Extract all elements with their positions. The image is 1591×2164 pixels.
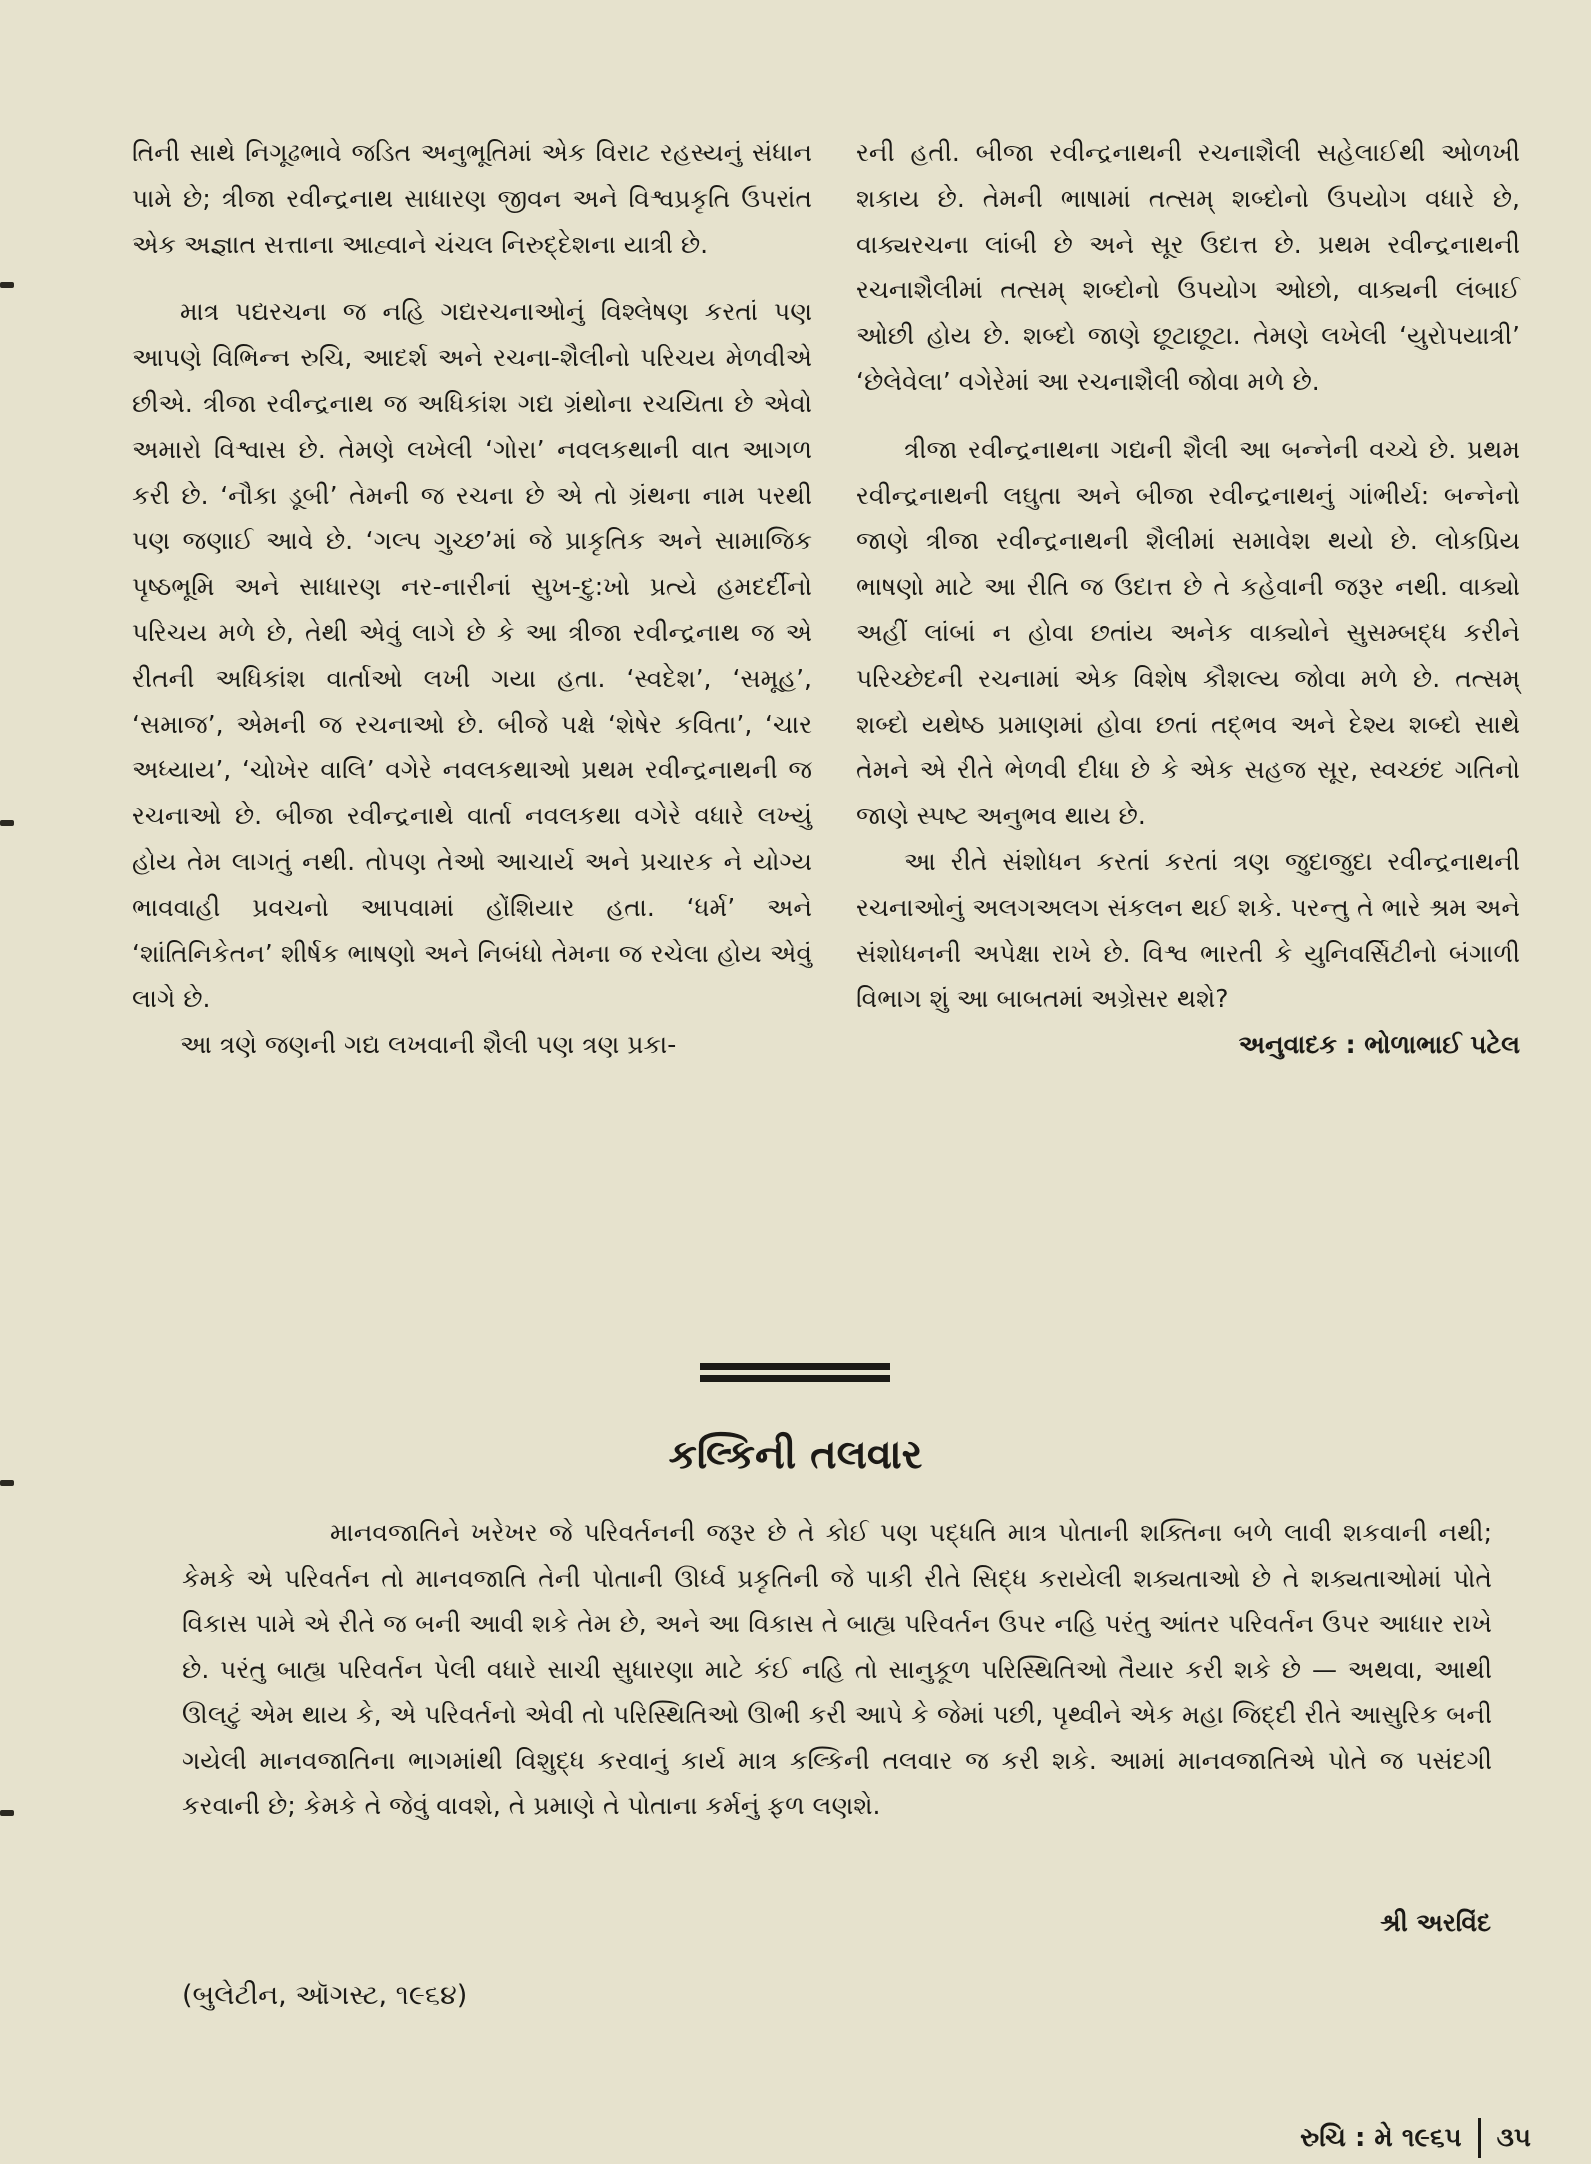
- page-footer: [1300, 2120, 1531, 2156]
- binding-mark: [0, 1480, 14, 1486]
- left-column: [132, 130, 812, 1068]
- footer-separator: [1478, 2118, 1481, 2158]
- left-paragraph-1: તિની સાથે નિગૂઢભાવે જડિત અનુભૂતિમાં એક વિરાટ રહસ્યનું સંધાન પામે છે; ત્રીજા રવીન્દ્રનાથ સાધારણ જીવન અને વિશ્વપ્રકૃતિ ઉપરાંત એક અજ્ઞાત સત્તાના આહ્વાને ચંચલ નિરુદ્દેશના યાત્રી છે.: [132, 138, 812, 259]
- right-paragraph-2: ત્રીજા રવીન્દ્રનાથના ગદ્યની શૈલી આ બન્નેની વચ્ચે છે. પ્રથમ રવીન્દ્રનાથની લઘુતા અને બીજા રવીન્દ્રનાથનું ગાંભીર્ય: બન્નેનો જાણે ત્રીજા રવીન્દ્રનાથની શૈલીમાં સમાવેશ થયો છે. લોકપ્રિય ભાષણો માટે આ રીતિ જ ઉદાત્ત છે તે કહેવાની જરૂર નથી. વાક્યો અહીં લાંબાં ન હોવા છતાંય અનેક વાક્યોને સુસમ્બદ્ધ કરીને પરિચ્છેદની રચનામાં એક વિશેષ કૌશલ્ય જોવા મળે છે. તત્સમ્ શબ્દો યથેષ્ઠ પ્રમાણમાં હોવા છતાં તદ્ભવ અને દેશ્ય શબ્દો સાથે તેમને એ રીતે ભેળવી દીધા છે કે એક સહજ સૂર, સ્વચ્છંદ ગતિનો જાણે સ્પષ્ટ અનુભવ થાય છે.: [856, 434, 1520, 831]
- right-column: [856, 130, 1520, 1068]
- left-paragraph-3: આ ત્રણે જણની ગદ્ય લખવાની શૈલી પણ ત્રણ પ્રકા-: [180, 1030, 677, 1060]
- article-title: કલ્કિની તલવાર: [668, 1432, 923, 1478]
- binding-mark: [0, 820, 14, 826]
- article-author: શ્રી અરવિંદ: [1380, 1908, 1491, 1937]
- right-paragraph-1: રની હતી. બીજા રવીન્દ્રનાથની રચનાશૈલી સહેલાઈથી ઓળખી શકાય છે. તેમની ભાષામાં તત્સમ્ શબ્દોનો ઉપયોગ વધારે છે, વાક્યરચના લાંબી છે અને સૂર ઉદાત્ત છે. પ્રથમ રવીન્દ્રનાથની રચનાશૈલીમાં તત્સમ્ શબ્દોનો ઉપયોગ ઓછો, વાક્યની લંબાઈ ઓછી હોય છે. શબ્દો જાણે છૂટાછૂટા. તેમણે લખેલી ‘યુરોપયાત્રી’ ‘છેલેવેલા’ વગેરેમાં આ રચનાશૈલી જોવા મળે છે.: [856, 138, 1520, 396]
- left-paragraph-2: માત્ર પદ્યરચના જ નહિ ગદ્યરચનાઓનું વિશ્લેષણ કરતાં પણ આપણે વિભિન્ન રુચિ, આદર્શ અને રચના-શૈલીનો પરિચય મેળવીએ છીએ. ત્રીજા રવીન્દ્રનાથ જ અધિકાંશ ગદ્ય ગ્રંથોના રચયિતા છે એવો અમારો વિશ્વાસ છે. તેમણે લખેલી ‘ગોરા’ નવલકથાની વાત આગળ કરી છે. ‘નૌકા ડૂબી’ તેમની જ રચના છે એ તો ગ્રંથના નામ પરથી પણ જણાઈ આવે છે. ‘ગલ્પ ગુચ્છ’માં જે પ્રાકૃતિક અને સામાજિક પૃષ્ઠભૂમિ અને સાધારણ નર-નારીનાં સુખ-દુ:ખો પ્રત્યે હમદર્દીનો પરિચય મળે છે, તેથી એવું લાગે છે કે આ ત્રીજા રવીન્દ્રનાથ જ એ રીતની અધિકાંશ વાર્તાઓ લખી ગયા હતા. ‘સ્વદેશ’, ‘સમૂહ’, ‘સમાજ’, એમની જ રચનાઓ છે. બીજે પક્ષે ‘શેષેર કવિતા’, ‘ચાર અધ્યાય’, ‘ચોખેર વાલિ’ વગેરે નવલકથાઓ પ્રથમ રવીન્દ્રનાથની જ રચનાઓ છે. બીજા રવીન્દ્રનાથે વાર્તા નવલકથા વગેરે વધારે લખ્યું હોય તેમ લાગતું નથી. તોપણ તેઓ આચાર્ય અને પ્રચારક ને યોગ્ય ભાવવાહી પ્રવચનો આપવામાં હોંશિયાર હતા. ‘ધર્મ’ અને ‘શાંતિનિકેતન’ શીર્ષક ભાષણો અને નિબંધો તેમના જ રચેલા હોય એવું લાગે છે.: [132, 297, 812, 1014]
- journal-issue: રુચિ : મે ૧૯૬૫: [1300, 2122, 1462, 2153]
- binding-mark: [0, 282, 14, 288]
- translator-credit: અનુવાદક : ભોળાભાઈ પટેલ: [1238, 1030, 1520, 1060]
- article-body: માનવજાતિને ખરેખર જે પરિવર્તનની જરૂર છે તે કોઈ પણ પદ્ધતિ માત્ર પોતાની શક્તિના બળે લાવી શકવાની નથી; કેમકે એ પરિવર્તન તો માનવજાતિ તેની પોતાની ઊર્ધ્વ પ્રકૃતિની જે પાકી રીતે સિદ્ધ કરાયેલી શક્યતાઓ છે તે શક્યતાઓમાં પોતે વિકાસ પામે એ રીતે જ બની આવી શકે તેમ છે, અને આ વિકાસ તે બાહ્ય પરિવર્તન ઉપર નહિ પરંતુ આંતર પરિવર્તન ઉપર આધાર રાખે છે. પરંતુ બાહ્ય પરિવર્તન પેલી વધારે સાચી સુધારણા માટે કંઈ નહિ તો સાનુકૂળ પરિસ્થિતિઓ તૈયાર કરી શકે છે — અથવા, આથી ઊલટું એમ થાય કે, એ પરિવર્તનો એવી તો પરિસ્થિતિઓ ઊભી કરી આપે કે જેમાં પછી, પૃથ્વીને એક મહા જિદ્દી રીતે આસુરિક બની ગયેલી માનવજાતિના ભાગમાંથી વિશુદ્ધ કરવાનું કાર્ય માત્ર કલ્કિની તલવાર જ કરી શકે. આમાં માનવજાતિએ પોતે જ પસંદગી કરવાની છે; કેમકે તે જેવું વાવશે, તે પ્રમાણે તે પોતાના કર્મનું ફળ લણશે.: [182, 1518, 1492, 1820]
- section-divider: [700, 1363, 890, 1383]
- binding-mark: [0, 1810, 14, 1816]
- article-source: (બુલેટીન, ઑગસ્ટ, ૧૯૬૪): [182, 1980, 468, 2011]
- right-paragraph-3: આ રીતે સંશોધન કરતાં કરતાં ત્રણ જુદાજુદા રવીન્દ્રનાથની રચનાઓનું અલગઅલગ સંકલન થઈ શકે. પરન્તુ તે ભારે શ્રમ અને સંશોધનની અપેક્ષા રાખે છે. વિશ્વ ભારતી કે યુનિવર્સિટીનો બંગાળી વિભાગ શું આ બાબતમાં અગ્રેસર થશે?: [856, 846, 1520, 1014]
- page-number: ૩૫: [1496, 2122, 1531, 2153]
